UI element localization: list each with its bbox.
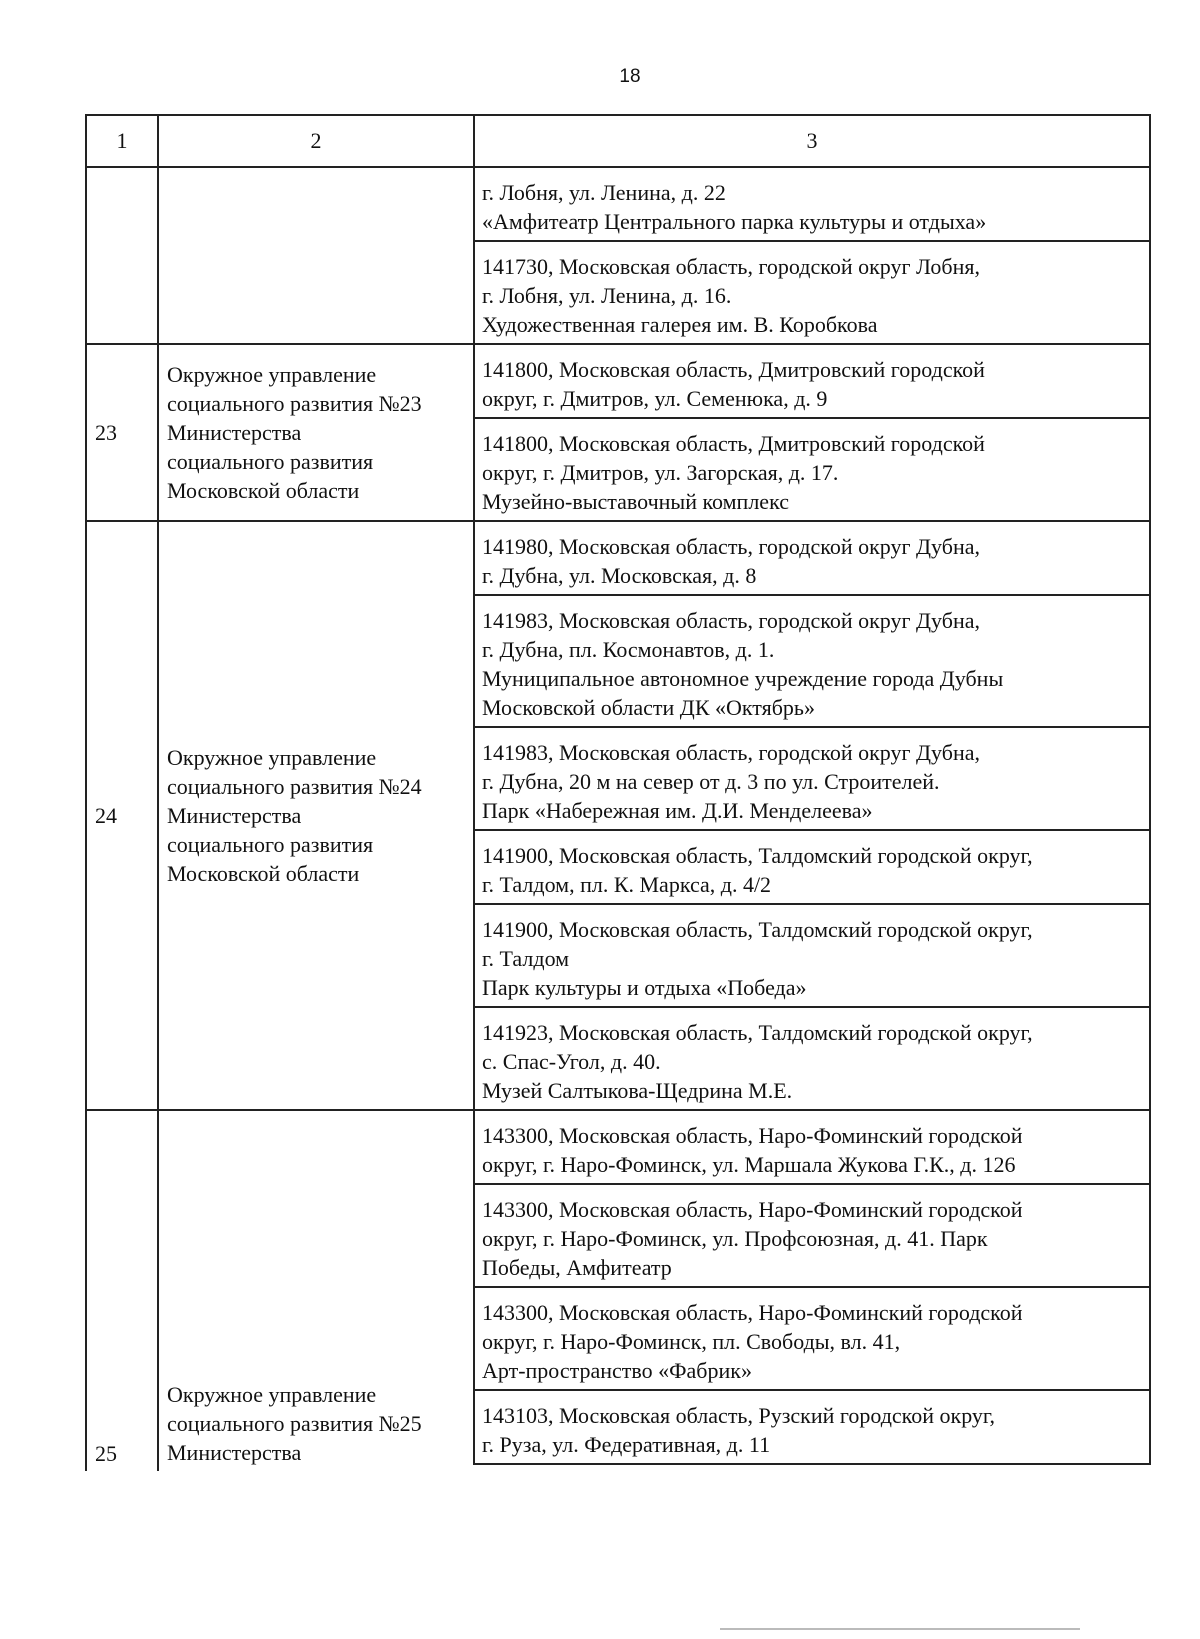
addresses-cell <box>473 345 1151 520</box>
address-line: Арт-пространство «Фабрик» <box>482 1358 752 1383</box>
address-line: Художественная галерея им. В. Коробкова <box>482 312 878 337</box>
row-number-cell <box>85 1111 157 1471</box>
row-number: 23 <box>95 419 117 445</box>
office-name-line: Министерства <box>167 420 302 445</box>
table-body <box>85 168 1151 1471</box>
address-entry <box>475 1288 1149 1391</box>
address-line: г. Дубна, ул. Московская, д. 8 <box>482 563 757 588</box>
address-entry <box>475 168 1149 242</box>
office-name-cell <box>157 345 473 520</box>
address-entry <box>475 728 1149 831</box>
office-name-cell <box>157 1111 473 1471</box>
row-number-cell <box>85 345 157 520</box>
table-header-row <box>85 116 1151 168</box>
row-number-cell <box>85 522 157 1109</box>
table-group-row <box>85 1111 1151 1471</box>
addresses-cell <box>473 168 1151 343</box>
row-number: 25 <box>95 1441 117 1466</box>
address-line: Музейно-выставочный комплекс <box>482 489 789 514</box>
header-col-2: 2 <box>157 116 473 166</box>
address-line: 141983, Московская область, городской округ Дубна, <box>482 608 980 633</box>
address-line: округ, г. Наро-Фоминск, ул. Маршала Жукова Г.К., д. 126 <box>482 1152 1016 1177</box>
office-name-line: Окружное управление <box>167 362 377 387</box>
address-line: с. Спас-Угол, д. 40. <box>482 1049 661 1074</box>
header-col-3: 3 <box>473 116 1151 166</box>
address-line: 141923, Московская область, Талдомский городской округ, <box>482 1020 1033 1045</box>
address-line: г. Руза, ул. Федеративная, д. 11 <box>482 1432 771 1457</box>
addresses-cell <box>473 1111 1151 1465</box>
table-group-row <box>85 522 1151 1111</box>
office-name-line: Министерства <box>167 1440 302 1465</box>
address-line: 143300, Московская область, Наро-Фоминский городской <box>482 1300 1023 1325</box>
address-line: г. Талдом <box>482 946 570 971</box>
address-line: 143103, Московская область, Рузский городской округ, <box>482 1403 995 1428</box>
table-group-row <box>85 168 1151 345</box>
office-name-line: Московской области <box>167 478 360 503</box>
office-name-line: социального развития <box>167 832 374 857</box>
address-entry <box>475 419 1149 520</box>
office-name-line: Московской области <box>167 861 360 886</box>
address-line: округ, г. Наро-Фоминск, пл. Свободы, вл. 41, <box>482 1329 901 1354</box>
page-number: 18 <box>619 66 641 87</box>
address-entry <box>475 1185 1149 1288</box>
table-group-row <box>85 345 1151 522</box>
office-name-line: Министерства <box>167 803 302 828</box>
address-line: «Амфитеатр Центрального парка культуры и отдыха» <box>482 209 987 234</box>
address-entry <box>475 831 1149 905</box>
address-entry <box>475 522 1149 596</box>
office-name-line: социального развития №25 <box>167 1411 422 1436</box>
address-line: округ, г. Дмитров, ул. Семенюка, д. 9 <box>482 386 828 411</box>
address-line: г. Лобня, ул. Ленина, д. 22 <box>482 180 726 205</box>
office-name-line: социального развития №23 <box>167 391 422 416</box>
address-line: Парк культуры и отдыха «Победа» <box>482 975 807 1000</box>
address-line: г. Дубна, пл. Космонавтов, д. 1. <box>482 637 775 662</box>
address-entry <box>475 905 1149 1008</box>
office-name-line: Окружное управление <box>167 745 377 770</box>
venues-table <box>85 114 1151 1471</box>
address-line: Московской области ДК «Октябрь» <box>482 695 815 720</box>
address-line: г. Талдом, пл. К. Маркса, д. 4/2 <box>482 872 772 897</box>
address-entry <box>475 596 1149 728</box>
address-line: 143300, Московская область, Наро-Фоминский городской <box>482 1197 1023 1222</box>
address-entry <box>475 1008 1149 1109</box>
address-line: 143300, Московская область, Наро-Фоминский городской <box>482 1123 1023 1148</box>
address-line: Музей Салтыкова-Щедрина М.Е. <box>482 1078 793 1103</box>
office-name-cell <box>157 168 473 343</box>
addresses-cell <box>473 522 1151 1109</box>
address-line: Победы, Амфитеатр <box>482 1255 672 1280</box>
header-col-1: 1 <box>85 116 157 166</box>
address-entry <box>475 242 1149 343</box>
address-line: округ, г. Дмитров, ул. Загорская, д. 17. <box>482 460 839 485</box>
address-line: 141980, Московская область, городской округ Дубна, <box>482 534 980 559</box>
row-number: 24 <box>95 802 117 828</box>
office-name-line: социального развития №24 <box>167 774 422 799</box>
row-number-cell <box>85 168 157 343</box>
office-name-line: социального развития <box>167 449 374 474</box>
address-line: 141983, Московская область, городской округ Дубна, <box>482 740 980 765</box>
address-line: Парк «Набережная им. Д.И. Менделеева» <box>482 798 873 823</box>
office-name-line: Окружное управление <box>167 1382 377 1407</box>
address-line: округ, г. Наро-Фоминск, ул. Профсоюзная, д. 41. Парк <box>482 1226 988 1251</box>
address-entry <box>475 1111 1149 1185</box>
address-entry <box>475 345 1149 419</box>
scan-artifact-line <box>720 1628 1080 1630</box>
address-line: 141730, Московская область, городской округ Лобня, <box>482 254 980 279</box>
address-line: 141900, Московская область, Талдомский городской округ, <box>482 917 1033 942</box>
address-entry <box>475 1391 1149 1463</box>
address-line: 141800, Московская область, Дмитровский городской <box>482 431 985 456</box>
address-line: 141800, Московская область, Дмитровский городской <box>482 357 985 382</box>
address-line: Муниципальное автономное учреждение города Дубны <box>482 666 1004 691</box>
office-name-cell <box>157 522 473 1109</box>
address-line: г. Дубна, 20 м на север от д. 3 по ул. Строителей. <box>482 769 940 794</box>
address-line: 141900, Московская область, Талдомский городской округ, <box>482 843 1033 868</box>
address-line: г. Лобня, ул. Ленина, д. 16. <box>482 283 732 308</box>
